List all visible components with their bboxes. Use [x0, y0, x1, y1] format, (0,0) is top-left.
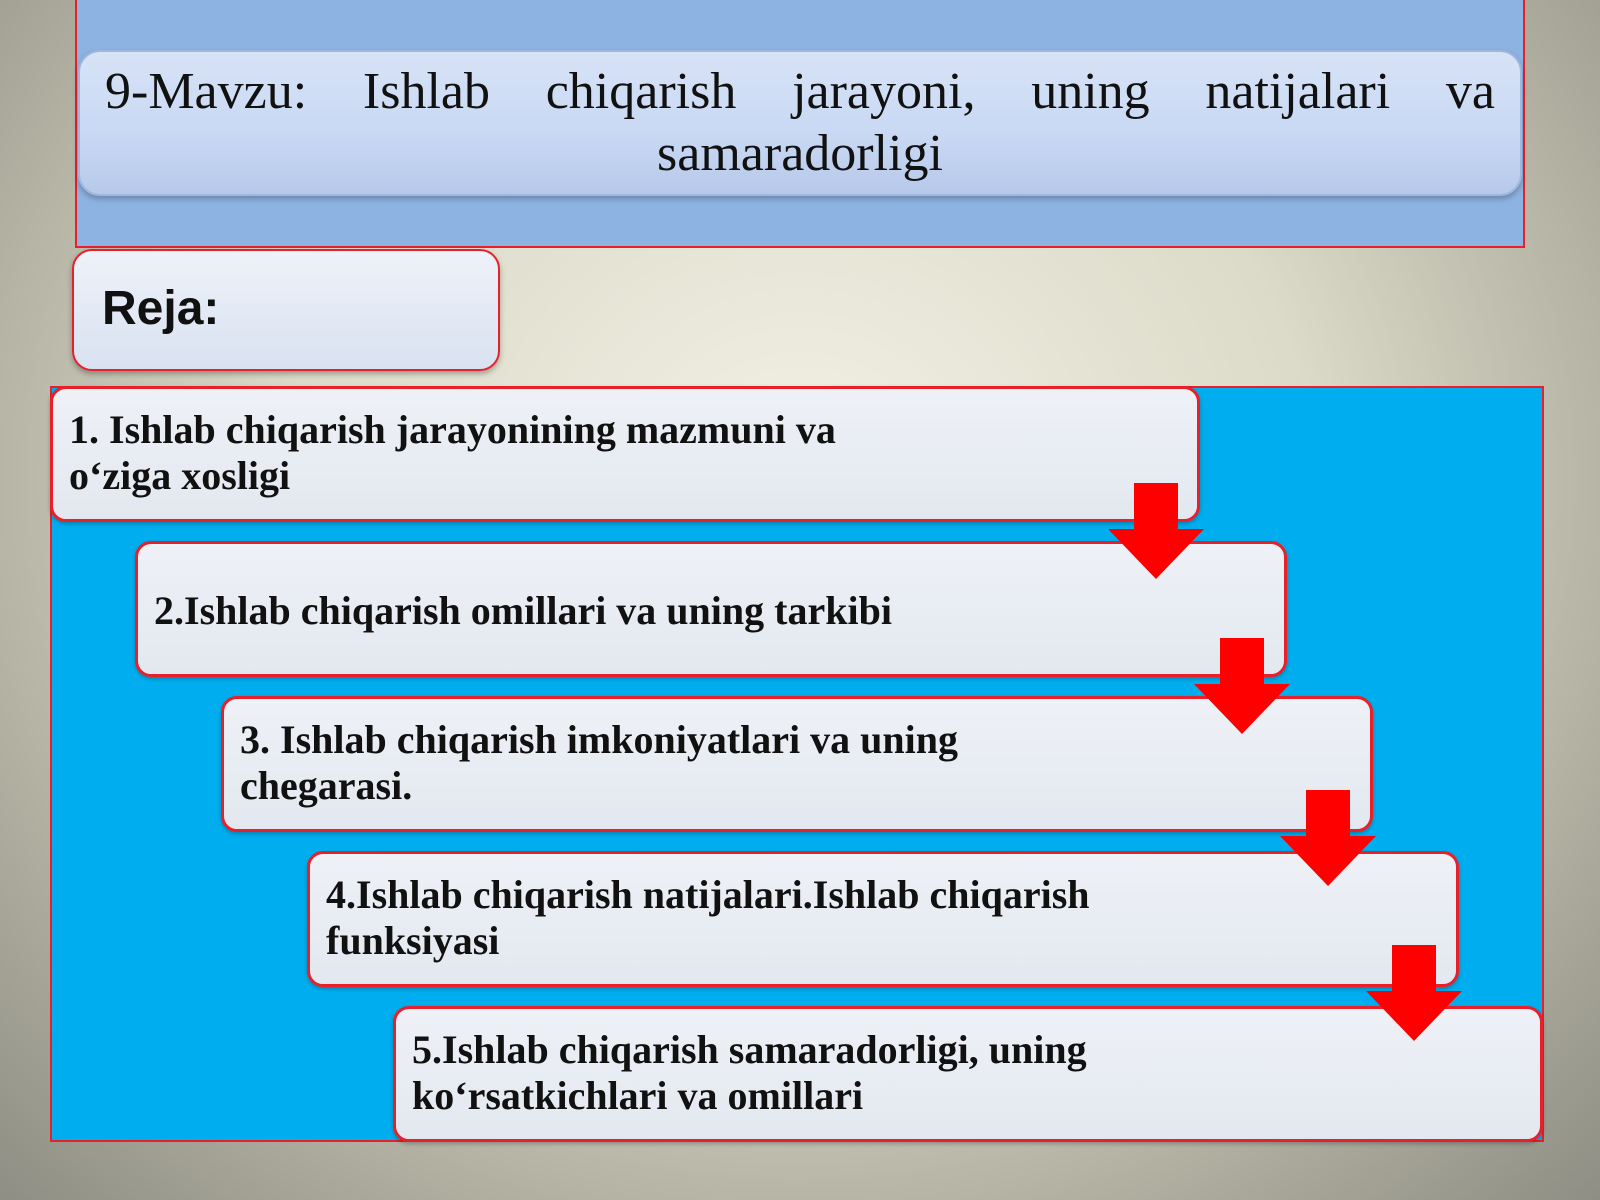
plan-step-1 [50, 386, 1200, 522]
title-box [78, 50, 1522, 196]
arrow-down-icon [1366, 945, 1462, 1041]
plan-step-label: 3. Ishlab chiqarish imkoniyatlari va uning chegarasi. [240, 717, 958, 808]
plan-step-label: 1. Ishlab chiqarish jarayonining mazmuni va o‘ziga xosligi [69, 407, 836, 498]
plan-step-label: 4.Ishlab chiqarish natijalari.Ishlab chiqarish funksiyasi [326, 872, 1090, 963]
arrow-down-icon [1108, 483, 1204, 579]
arrow-down-icon [1194, 638, 1290, 734]
plan-heading: Reja: [102, 282, 220, 335]
plan-step-label: 5.Ishlab chiqarish samaradorligi, uning ko‘rsatkichlari va omillari [412, 1027, 1087, 1118]
plan-step-label: 2.Ishlab chiqarish omillari va uning tarkibi [154, 588, 892, 633]
page-title: 9-Mavzu: Ishlab chiqarish jarayoni, uning natijalari va samaradorligi [105, 63, 1495, 182]
arrow-down-icon [1280, 790, 1376, 886]
plan-heading-box [72, 249, 500, 371]
